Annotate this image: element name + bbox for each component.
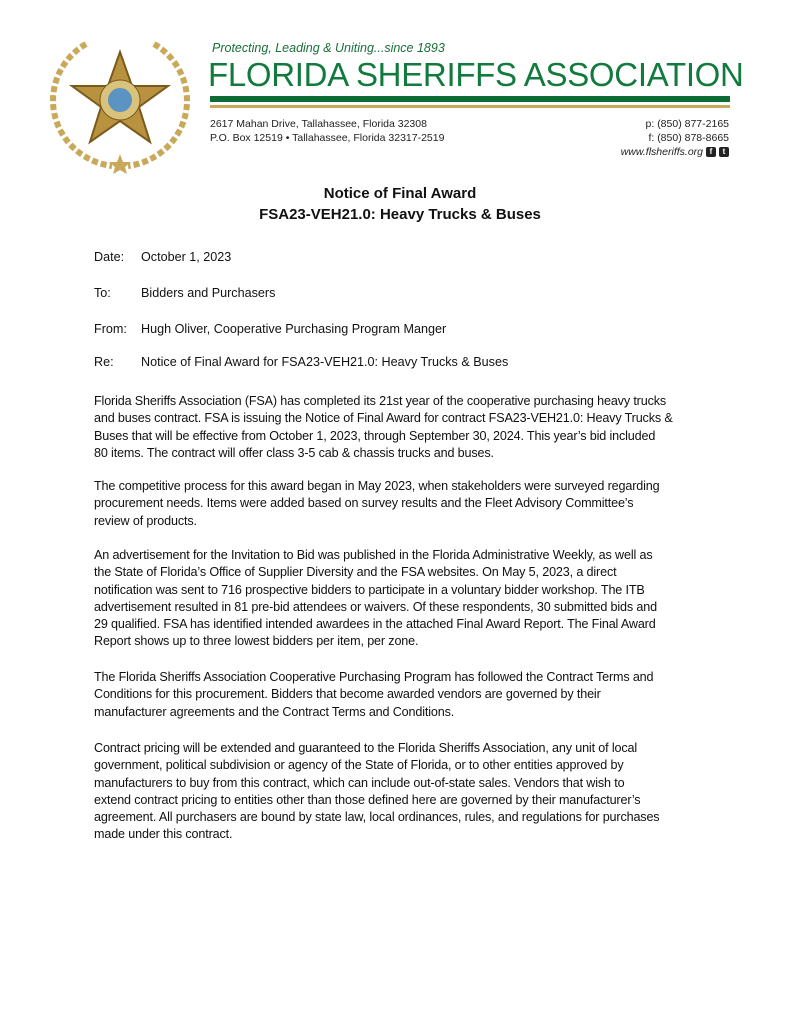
paragraph-line: manufacturers to buy from this contract, which can include out-of-state sales. Vendors that wish to bbox=[94, 775, 625, 790]
phone: p: (850) 877-2165 bbox=[645, 118, 729, 130]
notice-title: Notice of Final Award bbox=[323, 185, 477, 202]
paragraph-line: Florida Sheriffs Association (FSA) has completed its 21st year of the cooperative purchasing heavy trucks bbox=[94, 394, 667, 408]
paragraph-line: made under this contract. bbox=[94, 827, 233, 842]
memo-label: Date: bbox=[94, 250, 125, 264]
memo-value: Notice of Final Award for FSA23-VEH21.0: Heavy Trucks & Buses bbox=[141, 355, 509, 369]
tagline: Protecting, Leading & Uniting...since 1893 bbox=[212, 41, 445, 55]
paragraph-line: Conditions for this procurement. Bidders that become awarded vendors are governed by their bbox=[94, 687, 601, 702]
memo-from bbox=[94, 322, 446, 336]
paragraph-line: advertisement resulted in 81 pre-bid attendees or waivers. Of these respondents, 30 submitted bids and bbox=[94, 599, 657, 614]
twitter-icon[interactable]: t bbox=[719, 147, 729, 157]
paragraph-line: Contract pricing will be extended and guaranteed to the Florida Sheriffs Association, any unit of local bbox=[94, 741, 637, 755]
facebook-icon[interactable]: f bbox=[706, 147, 716, 157]
paragraph-line: The Florida Sheriffs Association Cooperative Purchasing Program has followed the Contract Terms and bbox=[94, 670, 654, 684]
paragraph-line: Report shows up to three lowest bidders per item, per zone. bbox=[94, 634, 419, 649]
organization-name: FLORIDA SHERIFFS ASSOCIATION bbox=[208, 56, 744, 93]
paragraph-line: review of products. bbox=[94, 513, 197, 528]
paragraph-line: Buses that will be effective from October 1, 2023, through September 30, 2024. This year’s bid included bbox=[94, 428, 656, 443]
paragraph-line: 29 qualified. FSA has identified intended awardees in the attached Final Award Report. The Final Award bbox=[94, 617, 656, 632]
website-link[interactable]: www.flsheriffs.org bbox=[620, 146, 703, 158]
paragraph-line: extend contract pricing to entities other than those defined here are governed by their manufacturer’s bbox=[94, 792, 641, 807]
paragraph-line: manufacturer agreements and the Contract Terms and Conditions. bbox=[94, 704, 455, 719]
paragraph bbox=[94, 669, 653, 721]
contract-title: FSA23-VEH21.0: Heavy Trucks & Buses bbox=[259, 206, 541, 223]
green-rule bbox=[210, 96, 730, 102]
paragraph bbox=[94, 547, 657, 651]
paragraph-line: 80 items. The contract will offer class 3-5 cab & chassis trucks and buses. bbox=[94, 445, 494, 460]
sheriff-star-seal-logo bbox=[46, 34, 194, 174]
memo-label: Re: bbox=[94, 355, 114, 369]
contact-block bbox=[621, 117, 729, 159]
paragraph-line: An advertisement for the Invitation to Bid was published in the Florida Administrative Weekly, as well as bbox=[94, 548, 653, 562]
memo-value: Bidders and Purchasers bbox=[141, 286, 276, 300]
paragraph-line: procurement needs. Items were added based on survey results and the Fleet Advisory Committee’s bbox=[94, 496, 634, 511]
address-block bbox=[210, 117, 444, 145]
paragraph-line: The competitive process for this award began in May 2023, when stakeholders were surveyed regarding bbox=[94, 479, 660, 493]
paragraph-line: notification was sent to 716 prospective bidders to participate in a voluntary bidder workshop. The ITB bbox=[94, 582, 645, 597]
paragraph-line: and buses contract. FSA is issuing the Notice of Final Award for contract FSA23-VEH21.0: Heavy Trucks & bbox=[94, 411, 673, 426]
paragraph bbox=[94, 478, 659, 530]
paragraph bbox=[94, 393, 673, 462]
paragraph bbox=[94, 740, 659, 844]
memo-to bbox=[94, 286, 275, 300]
paragraph-line: government, political subdivision or agency of the State of Florida, or to other entities approved by bbox=[94, 758, 624, 773]
address-line: 2617 Mahan Drive, Tallahassee, Florida 32308 bbox=[210, 118, 427, 130]
memo-date bbox=[94, 250, 231, 264]
memo-label: From: bbox=[94, 322, 127, 336]
fax: f: (850) 878-8665 bbox=[648, 132, 729, 144]
address-line: P.O. Box 12519 • Tallahassee, Florida 32317-2519 bbox=[210, 132, 445, 144]
memo-label: To: bbox=[94, 286, 111, 300]
memo-value: October 1, 2023 bbox=[141, 250, 232, 264]
gold-rule bbox=[210, 105, 730, 108]
paragraph-line: the State of Florida’s Office of Supplier Diversity and the FSA websites. On May 5, 2023, a direct bbox=[94, 565, 617, 580]
memo-re bbox=[94, 355, 508, 369]
paragraph-line: agreement. All purchasers are bound by state law, local ordinances, rules, and regulations for purchases bbox=[94, 810, 660, 825]
memo-value: Hugh Oliver, Cooperative Purchasing Program Manger bbox=[141, 322, 447, 336]
